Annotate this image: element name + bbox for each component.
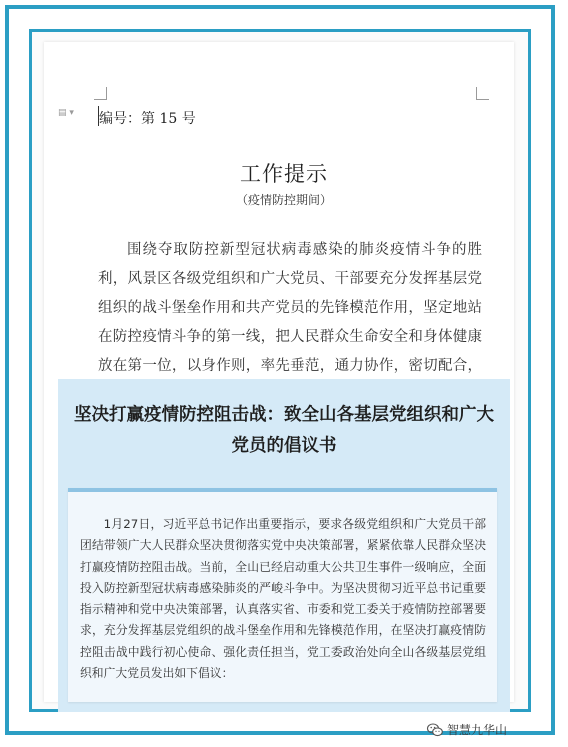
document-title: 工作提示 (240, 162, 328, 186)
wechat-icon (427, 723, 443, 737)
page-corner-mark-left (94, 87, 107, 100)
document-subtitle: （疫情防控期间） (235, 193, 332, 207)
document-body (98, 236, 482, 379)
card-paragraph: 1月27日，习近平总书记作出重要指示，要求各级党组织和广大党员干部团结带领广大人民群众坚决贯彻落实党中央决策部署，紧紧依靠人民群众坚决打赢疫情防控阻击战。当前，全山已经启动重大公共卫生事件一级响应，全面投入防控新型冠状病毒感染肺炎的严峻斗争中。为坚决贯彻习近平总书记重要指示精神和党中央决策部署，认真落实省、市委和党工委关于疫情防控部署要求，充分发挥基层党组织的战斗堡垒作用和先锋模范作用，在坚决打赢疫情防控阻击战中践行初心使命、强化责任担当，党工委政治处向全山各级基层党组织和广大党员发出如下倡议： (80, 517, 486, 681)
document-paragraph: 围绕夺取防控新型冠状病毒感染的肺炎疫情斗争的胜利，风景区各级党组织和广大党员、干部要充分发挥基层党组织的战斗堡垒作用和共产党员的先锋模范作用，坚定地站在防控疫情斗争的第一线，把人民群众生命安全和身体健康放在第一位，以身作则，率先垂范，通力协作，密切配合， (98, 242, 482, 374)
headline-title: 坚决打赢疫情防控阻击战：致全山各基层党组织和广大党员的倡议书 (74, 405, 494, 456)
document-number: 编号：第 15 号 (99, 111, 196, 127)
watermark-text: 智慧九华山 (447, 723, 508, 737)
page-corner-mark-right (476, 87, 489, 100)
paragraph-marker-icon: ▤ ▾ (58, 108, 74, 118)
watermark (427, 721, 507, 738)
